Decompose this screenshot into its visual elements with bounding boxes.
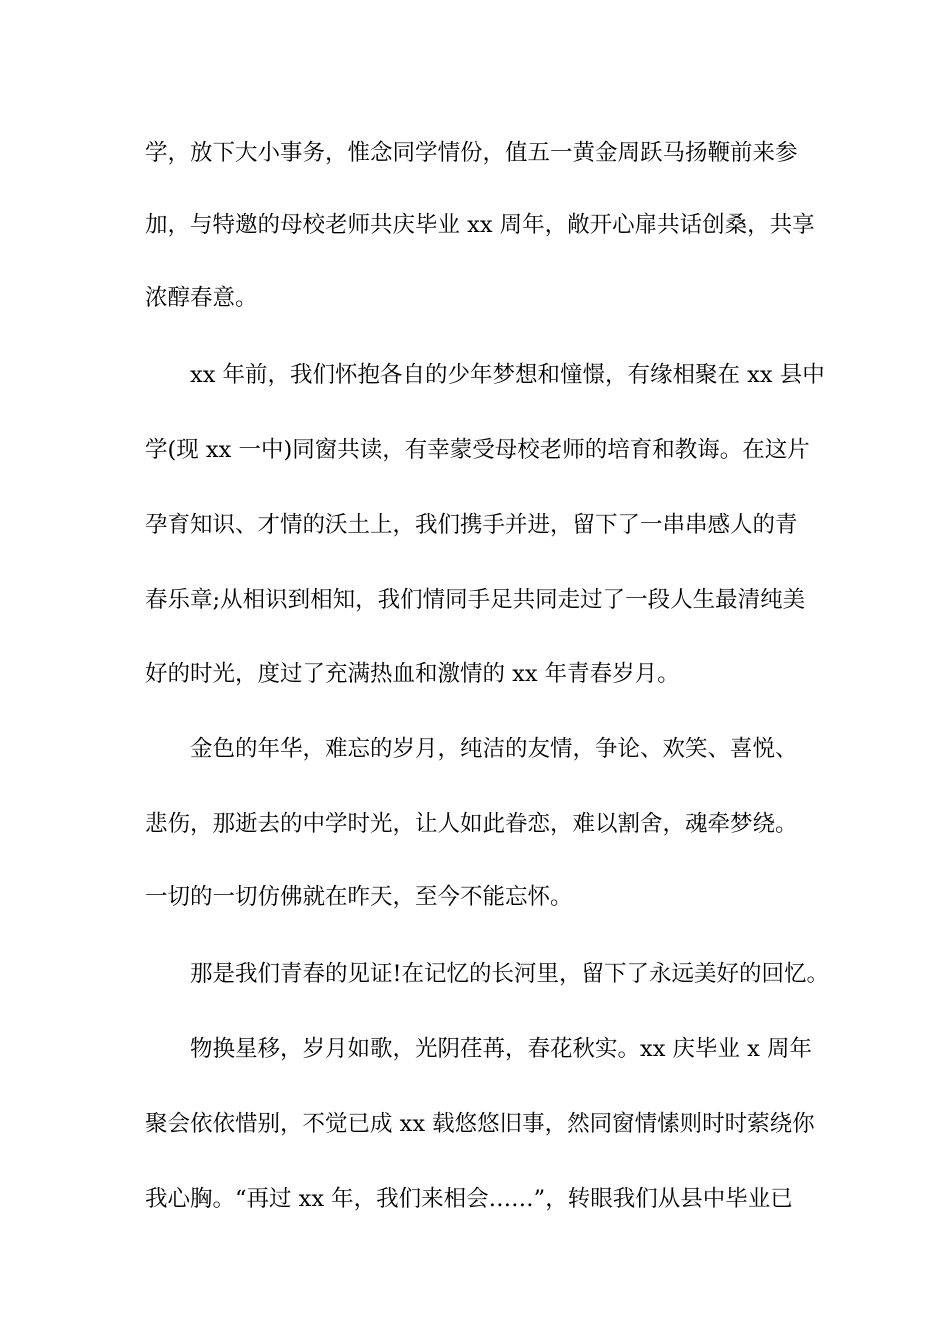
text-line: 学(现 xx 一中)同窗共读，有幸蒙受母校老师的培育和教诲。在这片 bbox=[145, 437, 810, 463]
text-line: 物换星移，岁月如歌，光阴荏苒，春花秋实。xx 庆毕业 x 周年 bbox=[190, 1036, 813, 1062]
text-line: 聚会依依惜别，不觉已成 xx 载悠悠旧事，然同窗情愫则时时萦绕你 bbox=[145, 1111, 815, 1137]
text-line: 浓醇春意。 bbox=[145, 285, 258, 311]
text-line: 好的时光，度过了充满热血和激情的 xx 年青春岁月。 bbox=[145, 661, 680, 687]
text-line: 学，放下大小事务，惟念同学情份，值五一黄金周跃马扬鞭前来参 bbox=[145, 140, 798, 166]
text-line: 那是我们青春的见证!在记忆的长河里，留下了永远美好的回忆。 bbox=[190, 961, 830, 987]
text-line: 加，与特邀的母校老师共庆毕业 xx 周年，敞开心扉共话创桑，共享 bbox=[145, 212, 815, 238]
text-line: 金色的年华，难忘的岁月，纯洁的友情，争论、欢笑、喜悦、 bbox=[190, 736, 798, 762]
text-line: 悲伤，那逝去的中学时光，让人如此眷恋，难以割舍，魂牵梦绕。 bbox=[145, 811, 798, 837]
text-line: 我心胸。“再过 xx 年，我们来相会……”，转眼我们从县中毕业已 bbox=[145, 1186, 793, 1212]
text-line: 一切的一切仿佛就在昨天，至今不能忘怀。 bbox=[145, 884, 573, 910]
text-line: 春乐章;从相识到相知，我们情同手足共同走过了一段人生最清纯美 bbox=[145, 587, 806, 613]
text-line: 孕育知识、才情的沃土上，我们携手并进，留下了一串串感人的青 bbox=[145, 512, 798, 538]
text-line: xx 年前，我们怀抱各自的少年梦想和憧憬，有缘相聚在 xx 县中 bbox=[190, 362, 825, 388]
